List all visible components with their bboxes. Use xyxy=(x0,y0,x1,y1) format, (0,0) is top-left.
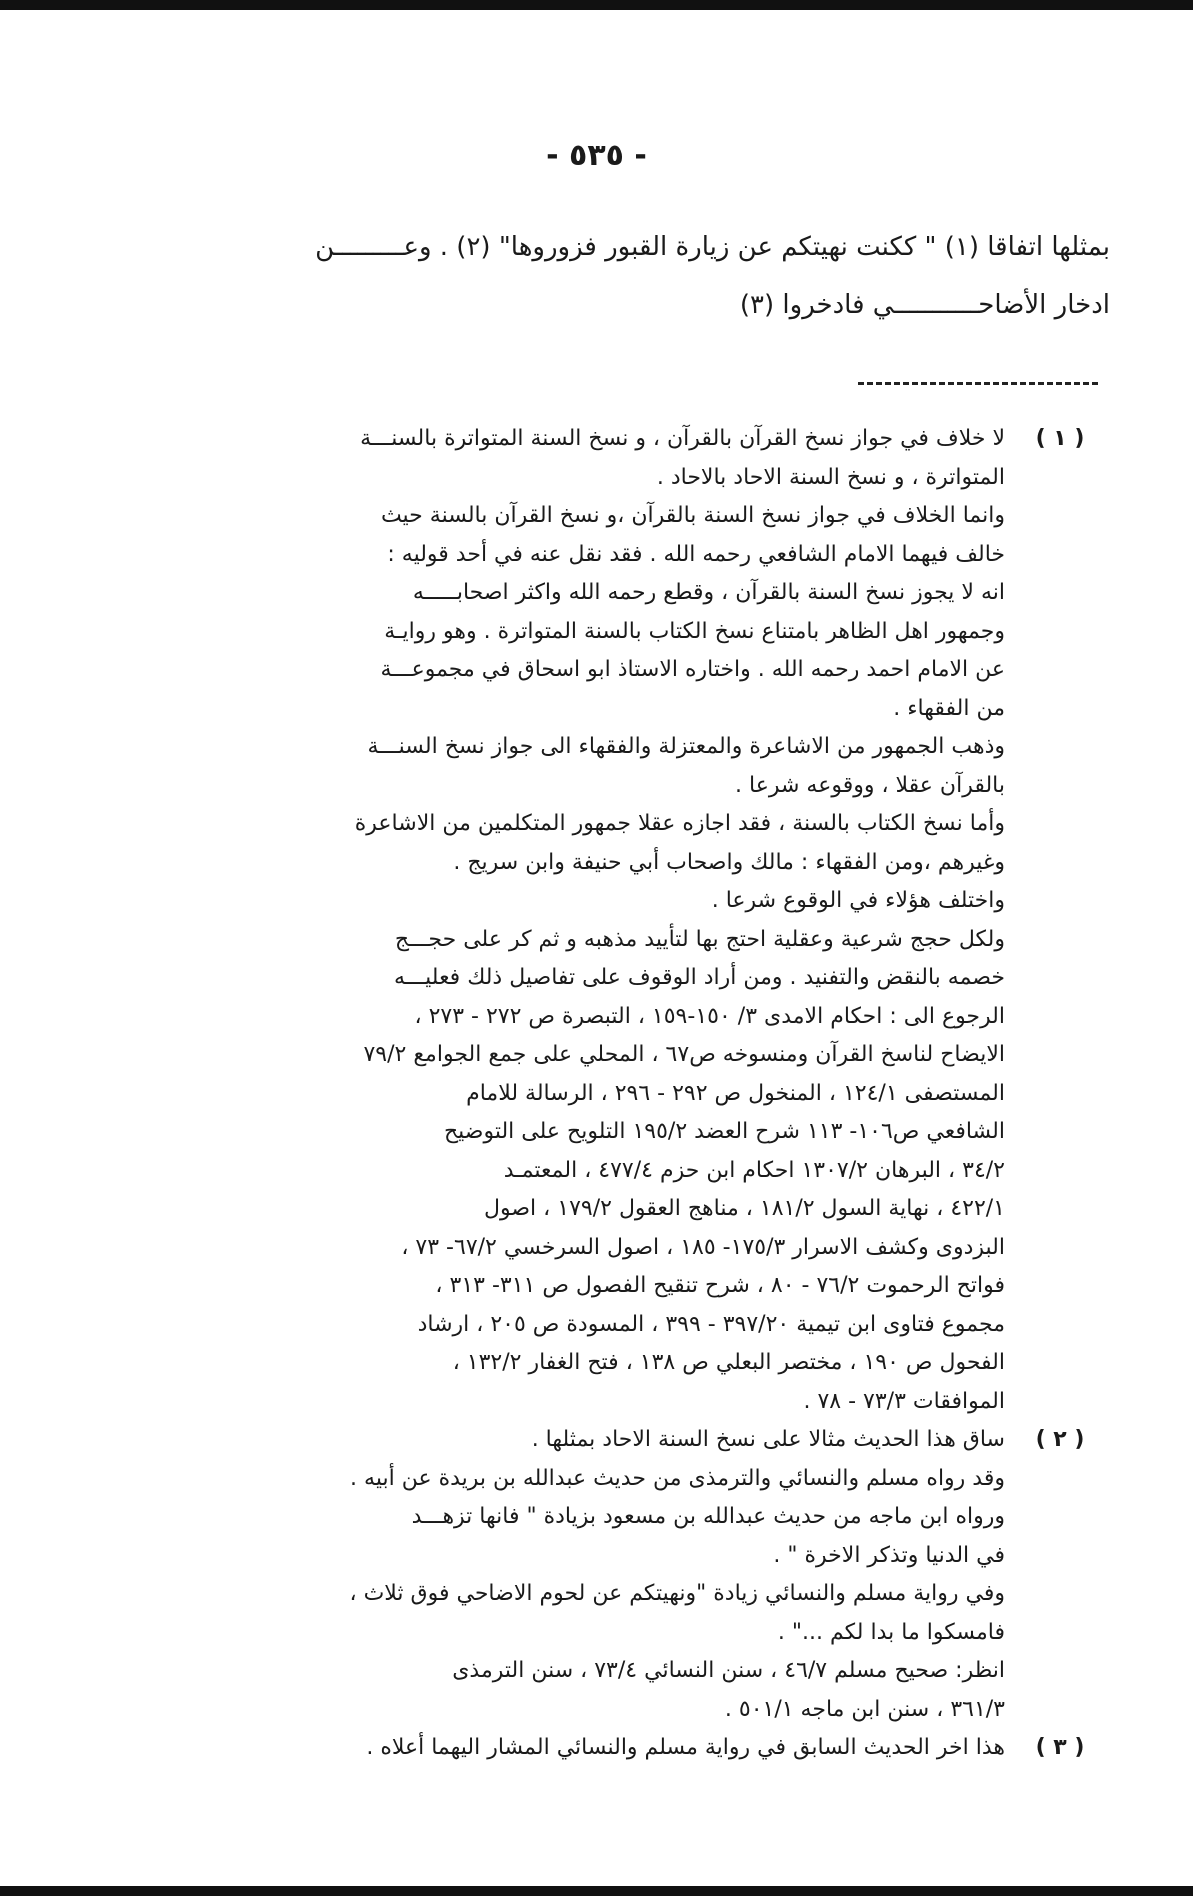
footnote-line: وانما الخلاف في جواز نسخ السنة بالقرآن ،و نسخ القرآن بالسنة حيث xyxy=(380,503,1005,528)
footnote-line: عن الامام احمد رحمه الله . واختاره الاستاذ ابو اسحاق في مجموعـــة xyxy=(380,657,1005,682)
footnote-line: فامسكوا ما بدا لكم ..." . xyxy=(777,1619,1005,1645)
footnotes xyxy=(95,420,1095,1768)
footnote-body xyxy=(95,1421,1005,1729)
footnote-1 xyxy=(95,420,1095,1421)
page-number: - ٥٣٥ - xyxy=(546,138,647,173)
footnote-number: ( ٣ ) xyxy=(1035,1735,1085,1760)
main-text-line: ادخار الأضاحـــــــــــي فادخروا (٣) xyxy=(739,290,1110,320)
bottom-border xyxy=(0,1886,1193,1896)
footnote-line: وذهب الجمهور من الاشاعرة والمعتزلة والفقهاء الى جواز نسخ السنـــة xyxy=(367,734,1005,759)
top-border xyxy=(0,0,1193,10)
footnote-3 xyxy=(95,1729,1095,1768)
footnote-line: ساق هذا الحديث مثالا على نسخ السنة الاحاد بمثلها . xyxy=(531,1427,1005,1452)
footnote-line: خصمه بالنقض والتفنيد . ومن أراد الوقوف على تفاصيل ذلك فعليـــه xyxy=(394,965,1005,990)
footnote-2 xyxy=(95,1421,1095,1729)
footnote-line: خالف فيهما الامام الشافعي رحمه الله . فقد نقل عنه في أحد قوليه : xyxy=(387,541,1005,567)
footnote-line: فواتح الرحموت ٧٦/٢ - ٨٠ ، شرح تنقيح الفصول ص ٣١١- ٣١٣ ، xyxy=(435,1273,1005,1298)
footnote-separator xyxy=(858,382,1098,385)
footnote-line: وجمهور اهل الظاهر بامتناع نسخ الكتاب بالسنة المتواترة . وهو روايـة xyxy=(384,618,1005,644)
footnote-line: وقد رواه مسلم والنسائي والترمذى من حديث عبدالله بن بريدة عن أبيه . xyxy=(350,1465,1005,1491)
main-text xyxy=(150,218,1110,334)
footnote-line: ولكل حجج شرعية وعقلية احتج بها لتأييد مذهبه و ثم كر على حجـــج xyxy=(394,926,1005,952)
footnote-line: المتواترة ، و نسخ السنة الاحاد بالاحاد . xyxy=(656,464,1005,490)
footnote-line: ٣٦١/٣ ، سنن ابن ماجه ٥٠١/١ . xyxy=(724,1696,1005,1722)
footnote-line: وغيرهم ،ومن الفقهاء : مالك واصحاب أبي حنيفة وابن سريج . xyxy=(453,849,1005,875)
footnote-line: ٤٢٢/١ ، نهاية السول ١٨١/٢ ، مناهج العقول ١٧٩/٢ ، اصول xyxy=(484,1196,1005,1221)
footnote-line: الايضاح لناسخ القرآن ومنسوخه ص٦٧ ، المحلي على جمع الجوامع ٧٩/٢ xyxy=(363,1042,1005,1067)
footnote-body xyxy=(95,420,1005,1421)
footnote-number: ( ٢ ) xyxy=(1035,1427,1085,1452)
footnote-line: الموافقات ٧٣/٣ - ٧٨ . xyxy=(803,1388,1005,1414)
footnote-line: البزدوى وكشف الاسرار ١٧٥/٣- ١٨٥ ، اصول السرخسي ٦٧/٢- ٧٣ ، xyxy=(401,1234,1005,1260)
footnote-line: لا خلاف في جواز نسخ القرآن بالقرآن ، و نسخ السنة المتواترة بالسنـــة xyxy=(360,426,1005,451)
footnote-line: المستصفى ١٢٤/١ ، المنخول ص ٢٩٢ - ٢٩٦ ، الرسالة للامام xyxy=(466,1080,1005,1106)
footnote-line: الرجوع الى : احكام الامدى ٣/ ١٥٠-١٥٩ ، التبصرة ص ٢٧٢ - ٢٧٣ ، xyxy=(414,1003,1005,1029)
footnote-body xyxy=(95,1729,1005,1768)
footnote-line: الفحول ص ١٩٠ ، مختصر البعلي ص ١٣٨ ، فتح الغفار ١٣٢/٢ ، xyxy=(452,1350,1005,1375)
footnote-number: ( ١ ) xyxy=(1035,426,1085,451)
footnote-line: مجموع فتاوى ابن تيمية ٣٩٧/٢٠ - ٣٩٩ ، المسودة ص ٢٠٥ ، ارشاد xyxy=(417,1311,1005,1337)
footnote-line: انه لا يجوز نسخ السنة بالقرآن ، وقطع رحمه الله واكثر اصحابـــــه xyxy=(412,580,1005,605)
main-text-line: بمثلها اتفاقا (١) " ككنت نهيتكم عن زيارة القبور فزوروها" (٢) . وعـــــــــن xyxy=(315,232,1110,262)
footnote-line: ٣٤/٢ ، البرهان ١٣٠٧/٢ احكام ابن حزم ٤٧٧/٤ ، المعتمـد xyxy=(503,1157,1005,1183)
footnote-line: بالقرآن عقلا ، ووقوعه شرعا . xyxy=(735,772,1005,798)
footnote-line: هذا اخر الحديث السابق في رواية مسلم والنسائي المشار اليهما أعلاه . xyxy=(366,1735,1005,1760)
footnote-line: الشافعي ص١٠٦- ١١٣ شرح العضد ١٩٥/٢ التلويح على التوضيح xyxy=(443,1119,1005,1144)
footnote-line: ورواه ابن ماجه من حديث عبدالله بن مسعود بزيادة " فانها تزهـــد xyxy=(411,1504,1005,1529)
footnote-line: انظر: صحيح مسلم ٤٦/٧ ، سنن النسائي ٧٣/٤ ، سنن الترمذى xyxy=(452,1658,1005,1683)
footnote-line: من الفقهاء . xyxy=(893,695,1005,721)
footnote-line: واختلف هؤلاء في الوقوع شرعا . xyxy=(711,888,1005,913)
footnote-line: وأما نسخ الكتاب بالسنة ، فقد اجازه عقلا جمهور المتكلمين من الاشاعرة xyxy=(354,811,1005,836)
footnote-line: في الدنيا وتذكر الاخرة " . xyxy=(773,1542,1005,1568)
footnote-line: وفي رواية مسلم والنسائي زيادة "ونهيتكم عن لحوم الاضاحي فوق ثلاث ، xyxy=(349,1581,1005,1606)
